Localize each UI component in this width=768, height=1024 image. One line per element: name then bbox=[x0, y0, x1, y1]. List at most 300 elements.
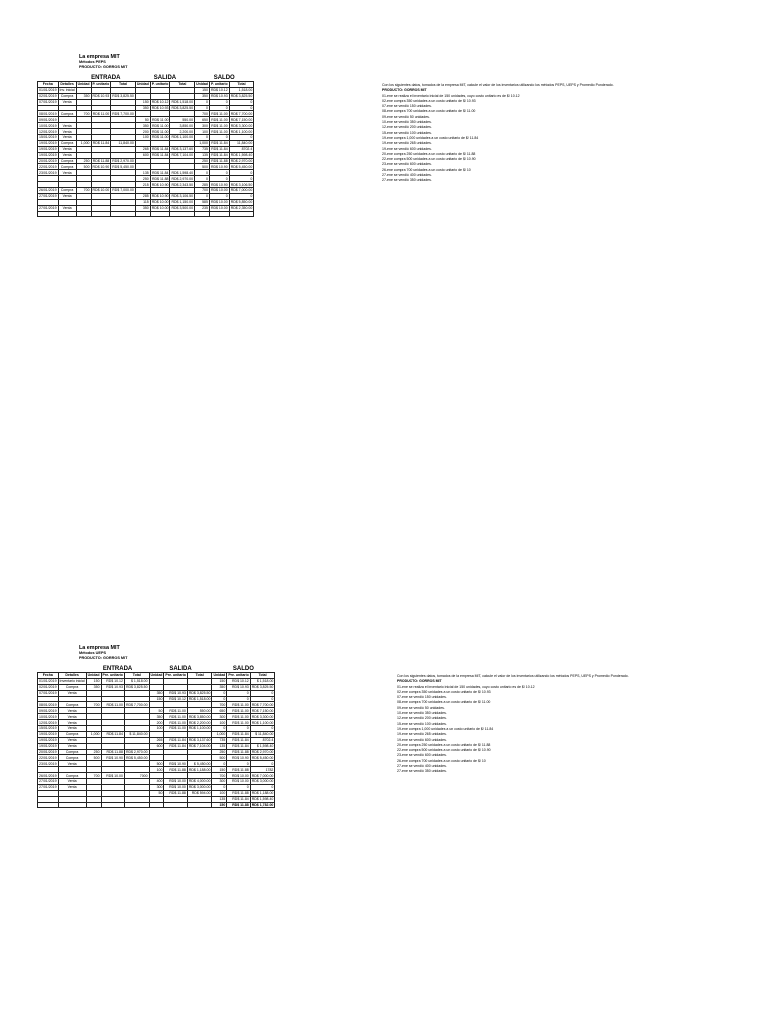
col-entrada-unidad-cell: 250 bbox=[86, 749, 101, 755]
note-line: 27-ene se vendió 350 unidades. bbox=[397, 769, 447, 774]
col-entrada-precio-cell: RD$ 11.88 bbox=[92, 159, 110, 164]
col-salida-total-cell: RD$ 1,188.00 bbox=[188, 767, 211, 772]
col-saldo-unidad-cell: 0 bbox=[195, 105, 210, 111]
col-detalles-cell: Compra bbox=[58, 749, 86, 755]
col-salida-unidad-cell: 50 bbox=[149, 708, 164, 714]
col-entrada-unidad-cell: 1,000 bbox=[76, 140, 91, 146]
col-salida-unidad-cell: 500 bbox=[149, 761, 164, 767]
col-salida-total-header: Total bbox=[187, 673, 212, 679]
col-detalles-cell: Venta bbox=[58, 714, 86, 720]
col-salida-precio-cell: RD$ 11.00 bbox=[164, 720, 187, 726]
totals-row bbox=[38, 802, 275, 808]
col-salida-total-cell: RD$ 7,104.00 bbox=[171, 153, 194, 158]
note-line: 20-ene compra 250 unidades a un costo unitario de $/ 11.88 bbox=[397, 742, 491, 747]
col-entrada-unidad-cell: 1,000 bbox=[86, 731, 101, 737]
col-salida-precio-cell: RD$ 11.84 bbox=[164, 743, 187, 749]
col-entrada-unidad-cell: 350 bbox=[86, 684, 101, 690]
col-saldo-unidad-cell: 1,000 bbox=[195, 140, 210, 146]
col-saldo-precio-cell: 0 bbox=[227, 726, 250, 732]
col-fecha-cell: 12/01/2019 bbox=[39, 720, 57, 725]
col-saldo-unidad-cell: 0 bbox=[195, 176, 210, 182]
col-salida-precio-cell: RD$ 11.84 bbox=[151, 170, 169, 175]
col-salida-total-cell bbox=[170, 211, 195, 217]
col-detalles-cell: Venta bbox=[58, 205, 76, 211]
col-fecha-cell: 19/01/2019 bbox=[39, 738, 57, 743]
col-salida-precio-cell: RD$ 10.90 bbox=[164, 761, 187, 767]
col-salida-total-cell: RD$ 3,500.00 bbox=[171, 206, 194, 211]
col-saldo-unidad-cell: 150 bbox=[212, 767, 227, 773]
col-salida-unidad-cell: 285 bbox=[135, 193, 150, 199]
col-detalles-cell: Venta bbox=[58, 779, 86, 785]
col-entrada-unidad-cell: 700 bbox=[76, 111, 91, 117]
col-saldo-total-cell: RD$ 2,970.00 bbox=[230, 159, 253, 164]
col-detalles-cell: Inventario inicial bbox=[59, 679, 85, 684]
col-saldo-total-cell: 0 bbox=[229, 105, 254, 111]
col-entrada-unidad-header: Unidad bbox=[77, 82, 90, 87]
col-fecha-cell: 12/01/2019 bbox=[39, 129, 57, 134]
col-saldo-precio-cell: RD$ 11.00 bbox=[227, 714, 250, 720]
col-detalles-cell: Venta bbox=[58, 146, 76, 152]
col-entrada-unidad-cell: 700 bbox=[86, 773, 101, 779]
col-saldo-unidad-cell: 0 bbox=[212, 696, 227, 702]
col-salida-precio-cell: RD$ 11.00 bbox=[164, 708, 187, 714]
col-salida-precio-cell: RD$ 11.00 bbox=[164, 714, 187, 720]
col-salida-unidad-cell: 100 bbox=[149, 726, 164, 732]
exercise-notes bbox=[397, 674, 629, 775]
col-saldo-precio-cell: RD$ 11.88 bbox=[227, 790, 250, 796]
col-saldo-precio-cell: RD$ 11.00 bbox=[211, 117, 228, 122]
col-saldo-unidad-cell: 0 bbox=[212, 690, 227, 696]
col-saldo-total-cell: RD$ 2,970.00 bbox=[251, 750, 274, 755]
col-detalles-header: Detalles bbox=[58, 82, 76, 88]
col-salida-total-header: Total bbox=[170, 82, 195, 88]
col-detalles-cell: Venta bbox=[58, 193, 76, 199]
col-saldo-total-cell: RD$ 1,598.40 bbox=[251, 797, 274, 802]
col-fecha-cell: 10/01/2019 bbox=[39, 123, 57, 128]
col-salida-unidad-cell: 50 bbox=[149, 790, 164, 796]
col-fecha-cell: 19/01/2019 bbox=[39, 732, 57, 737]
col-saldo-total-cell: RD$ 7,000.00 bbox=[251, 773, 274, 778]
col-detalles-cell: Venta bbox=[58, 170, 76, 176]
col-entrada-precio-cell: RD$ 11.00 bbox=[101, 702, 124, 708]
col-fecha-cell: 27/01/2019 bbox=[39, 206, 57, 211]
note-line: 12-ene se vendió 200 unidades. bbox=[382, 125, 432, 130]
col-saldo-precio-cell: RD$ 11.88 bbox=[227, 749, 250, 755]
col-saldo-unidad-cell: 350 bbox=[212, 684, 227, 690]
col-salida-total-cell: RD$ 1,518.00 bbox=[188, 697, 211, 701]
col-saldo-total-cell: 0 bbox=[229, 135, 254, 141]
inventory-table-wrapper bbox=[37, 665, 275, 808]
col-fecha-cell: 10/01/2019 bbox=[39, 714, 57, 719]
col-saldo-total-cell: $ 11,840.00 bbox=[250, 731, 275, 737]
col-entrada-total-cell: RD$ 7,000.00 bbox=[112, 188, 134, 193]
col-saldo-unidad-cell: 735 bbox=[195, 146, 210, 152]
col-entrada-precio-cell: RD$ 10.00 bbox=[101, 773, 124, 779]
col-detalles-cell: Compra bbox=[58, 140, 76, 146]
col-saldo-total-cell: RD$ 1,598.40 bbox=[230, 153, 253, 158]
col-entrada-total-cell: 11,840.00 bbox=[111, 140, 136, 146]
col-salida-total-cell: RD$ 3,137.60 bbox=[171, 147, 194, 152]
col-salida-total-cell: RD$ 1,100.00 bbox=[171, 135, 194, 140]
col-saldo-unidad-cell: 100 bbox=[195, 129, 210, 135]
col-saldo-unidad-cell: 0 bbox=[195, 170, 210, 176]
col-entrada-unidad-cell: 150 bbox=[86, 678, 101, 684]
col-entrada-unidad-cell: 700 bbox=[86, 702, 101, 708]
totals-row bbox=[38, 211, 254, 217]
salida-header: SALIDA bbox=[169, 665, 192, 672]
col-saldo-precio-cell: RD$ 10.00 bbox=[227, 773, 250, 779]
col-saldo-precio-cell: RD$ 11.88 bbox=[227, 767, 250, 773]
col-salida-unidad-header: Unidad bbox=[150, 673, 163, 678]
col-saldo-unidad-cell: 650 bbox=[212, 708, 227, 714]
col-salida-total-cell: $ 5,450.00 bbox=[187, 761, 212, 767]
col-saldo-total-cell: RD$ 2,350.00 bbox=[230, 206, 253, 211]
col-saldo-total-cell: 8702.4 bbox=[250, 737, 275, 743]
company-title: La empresa MIT bbox=[79, 54, 120, 60]
col-saldo-precio-cell: RD$ 10.90 bbox=[210, 164, 228, 169]
col-entrada-total-cell: RD$ 5,450.00 bbox=[125, 755, 148, 760]
col-saldo-precio-cell: RD$ 11.00 bbox=[211, 111, 228, 116]
col-saldo-total-cell: RD$ 1,100.00 bbox=[251, 720, 274, 725]
col-saldo-precio-cell: 0 bbox=[209, 193, 229, 199]
col-fecha-cell: 09/01/2019 bbox=[39, 117, 57, 122]
col-saldo-precio-cell: RD$ 10.12 bbox=[210, 88, 228, 93]
col-entrada-precio-cell: RD$ 11.00 bbox=[92, 111, 110, 116]
col-saldo-unidad-cell: 100 bbox=[212, 790, 227, 796]
saldo-header: SALDO bbox=[232, 665, 254, 672]
col-entrada-precio-cell: RD$ 10.00 bbox=[92, 188, 110, 193]
col-saldo-total-cell: $ 1,518.00 bbox=[250, 678, 275, 684]
col-detalles-header: Detalles bbox=[58, 673, 86, 679]
method-label: Métodos UEPS bbox=[79, 651, 107, 655]
col-saldo-precio-cell bbox=[209, 211, 229, 217]
col-detalles-cell: Compra bbox=[58, 684, 86, 690]
col-entrada-precio-cell: RD$ 11.84 bbox=[101, 731, 124, 737]
note-line: 02-ene compra 350 unidades a un costo unitario de $/ 10.93 bbox=[382, 98, 476, 103]
note-line: 19-ene se vendió 265 unidades. bbox=[382, 141, 432, 146]
col-salida-precio-cell bbox=[150, 211, 170, 217]
col-salida-total-cell: RD$ 3,825.50 bbox=[188, 691, 211, 696]
col-salida-unidad-cell: 300 bbox=[149, 784, 164, 790]
col-salida-unidad-cell: 350 bbox=[135, 123, 150, 129]
col-salida-precio-cell: RD$ 11.00 bbox=[151, 135, 169, 140]
col-saldo-precio-cell: 0 bbox=[209, 135, 229, 141]
col-saldo-total-cell: 0 bbox=[229, 176, 254, 182]
col-salida-total-cell: 3,850.00 bbox=[170, 123, 195, 129]
col-salida-total-cell: RD$ 2,970.00 bbox=[171, 176, 194, 181]
col-saldo-total-cell: 0 bbox=[229, 170, 254, 176]
note-line: 19-ene se vendió 600 unidades. bbox=[397, 737, 447, 742]
col-saldo-unidad-cell bbox=[195, 211, 210, 217]
col-saldo-unidad-cell: 0 bbox=[212, 726, 227, 732]
col-saldo-precio-cell: RD$ 10.00 bbox=[210, 200, 228, 205]
col-saldo-total-cell: RD$ 7,000.00 bbox=[230, 188, 253, 193]
col-detalles-cell: Venta bbox=[58, 708, 86, 714]
note-line: 20-ene compra 250 unidades a un costo unitario de $/ 11.88 bbox=[382, 151, 476, 156]
col-salida-total-cell: RD$ 3,000.00 bbox=[188, 785, 211, 790]
entrada-header: ENTRADA bbox=[102, 665, 133, 672]
col-salida-total-cell: RD$ 1,518.00 bbox=[171, 100, 194, 105]
col-saldo-unidad-cell: 285 bbox=[195, 182, 210, 188]
col-saldo-total-cell: 0 bbox=[250, 761, 275, 767]
note-line: 15-ene se vendió 100 unidades. bbox=[382, 130, 432, 135]
col-fecha-cell: 01/01/2019 bbox=[39, 679, 57, 684]
col-saldo-precio-cell: RD$ 11.84 bbox=[227, 731, 250, 737]
note-line: 26-ene compra 700 unidades a un costo unitario de $/ 10 bbox=[382, 167, 471, 172]
col-salida-total-cell: RD$ 3,850.00 bbox=[188, 714, 211, 719]
col-salida-unidad-cell: 215 bbox=[135, 182, 150, 188]
col-salida-precio-cell: RD$ 10.00 bbox=[164, 784, 187, 790]
col-salida-precio-cell: RD$ 10.00 bbox=[164, 779, 187, 785]
col-salida-precio-cell: RD$ 10.90 bbox=[151, 182, 169, 187]
col-entrada-unidad-cell bbox=[76, 211, 91, 217]
note-line: 01-ene se realiza el inventario inicial de 150 unidades, cuyo costo unitario es de $/ 10.12 bbox=[397, 684, 535, 689]
col-fecha-cell: 07/01/2019 bbox=[39, 100, 57, 105]
col-salida-unidad-cell: 400 bbox=[149, 779, 164, 785]
note-line: 01-ene se realiza el inventario inicial de 150 unidades, cuyo costo unitario es de $/ 10.12 bbox=[382, 93, 520, 98]
col-entrada-unidad-header: Unidad bbox=[87, 673, 100, 678]
col-saldo-total-cell: 0 bbox=[250, 690, 275, 696]
exercise-notes bbox=[382, 83, 614, 184]
col-salida-unidad-cell: 200 bbox=[135, 129, 150, 135]
col-entrada-total-cell: RD$ 5,450.00 bbox=[112, 164, 134, 169]
col-saldo-unidad-cell: 700 bbox=[195, 188, 210, 194]
col-entrada-precio-header: P. unitario bbox=[92, 82, 110, 87]
col-entrada-precio-cell: RD$ 10.90 bbox=[92, 164, 110, 169]
col-fecha-header: Fecha bbox=[38, 673, 59, 679]
table-body bbox=[38, 87, 254, 217]
notes-product: PRODUCTO: GORROS MIT bbox=[397, 679, 442, 684]
col-saldo-precio-cell: 0 bbox=[227, 696, 250, 702]
col-detalles-cell: Venta bbox=[58, 761, 86, 767]
col-entrada-total-cell: RD$ 3,825.50 bbox=[112, 94, 134, 99]
col-salida-total-cell: RD$ 4,000.00 bbox=[188, 779, 211, 784]
col-saldo-precio-header: P. unitario bbox=[210, 82, 228, 87]
col-saldo-unidad-header: Unidad bbox=[196, 82, 208, 87]
col-saldo-unidad-cell: 350 bbox=[195, 93, 210, 99]
col-salida-unidad-cell: 265 bbox=[149, 737, 164, 743]
col-saldo-total-cell: RD$ 7,150.00 bbox=[251, 708, 274, 713]
col-detalles-cell: Compra bbox=[58, 188, 76, 194]
col-detalles-cell: Venta bbox=[58, 690, 86, 696]
col-salida-unidad-cell: 350 bbox=[135, 205, 150, 211]
col-salida-total-cell: RD$ 1,598.40 bbox=[171, 170, 194, 175]
col-saldo-precio-cell: RD$ 10.90 bbox=[210, 182, 228, 187]
col-saldo-total-cell: RD$ 3,300.00 bbox=[251, 714, 274, 719]
col-saldo-precio-header: Pre. unitario bbox=[228, 673, 249, 678]
col-detalles-cell: Venta bbox=[58, 720, 86, 726]
col-saldo-unidad-cell: 300 bbox=[195, 123, 210, 129]
col-salida-precio-cell: RD$ 10.00 bbox=[151, 206, 169, 211]
col-fecha-cell: 19/01/2019 bbox=[39, 153, 57, 158]
col-fecha-cell: 09/01/2019 bbox=[39, 708, 57, 713]
col-fecha-cell: 26/01/2019 bbox=[39, 773, 57, 778]
col-entrada-precio-cell: RD$ 10.12 bbox=[101, 678, 124, 684]
col-saldo-precio-cell: RD$ 10.00 bbox=[210, 188, 228, 193]
col-salida-unidad-cell: 200 bbox=[149, 720, 164, 726]
col-saldo-unidad-cell: 500 bbox=[212, 755, 227, 761]
note-line: 27-ene se vendió 350 unidades. bbox=[382, 178, 432, 183]
col-saldo-total-cell: RD$ 5,450.00 bbox=[230, 164, 253, 169]
note-line: 12-ene se vendió 200 unidades. bbox=[397, 716, 447, 721]
col-salida-total-cell: 550.00 bbox=[170, 117, 195, 123]
col-salida-precio-cell: RD$ 11.88 bbox=[151, 176, 169, 181]
col-detalles-cell: Inv. inicial bbox=[59, 88, 75, 93]
col-fecha-cell: 27/01/2019 bbox=[39, 194, 57, 199]
col-saldo-total-cell: RD$ 1,100.00 bbox=[230, 129, 253, 134]
col-saldo-total-cell: RD$ 3,825.50 bbox=[251, 685, 274, 690]
col-salida-unidad-cell: 250 bbox=[135, 176, 150, 182]
col-entrada-total-cell: $ 11,840.00 bbox=[124, 731, 149, 737]
col-saldo-precio-cell: 0 bbox=[209, 105, 229, 111]
col-fecha-cell: 08/01/2019 bbox=[39, 702, 57, 707]
col-fecha-header: Fecha bbox=[38, 82, 59, 88]
col-saldo-total-cell: 0 bbox=[229, 99, 254, 105]
col-salida-precio-cell: RD$ 11.84 bbox=[151, 153, 169, 158]
note-line: 19-ene se vendió 600 unidades. bbox=[382, 146, 432, 151]
col-saldo-total-cell: 11,840.00 bbox=[229, 140, 254, 146]
col-saldo-total-cell: RD$ 3,106.50 bbox=[230, 182, 253, 187]
col-fecha-cell: 20/01/2019 bbox=[39, 159, 57, 164]
col-salida-total-cell: RD$ 2,200.00 bbox=[188, 720, 211, 725]
col-saldo-precio-cell: RD$ 11.84 bbox=[211, 153, 228, 158]
col-entrada-total-cell: RD$ 2,970.00 bbox=[125, 750, 148, 755]
entrada-header: ENTRADA bbox=[91, 74, 121, 81]
col-saldo-unidad-header: Unidad bbox=[213, 673, 226, 678]
notes-intro: Con los siguientes datos, tomados de la empresa MIT, calcule el valor de los inventarios utilizando los métodos PEPS, UEPS y Promedio Ponderado. bbox=[397, 674, 629, 678]
col-saldo-precio-cell: RD$ 11.00 bbox=[227, 720, 250, 726]
col-saldo-unidad-cell: 700 bbox=[195, 111, 210, 117]
note-line: 19-ene compra 1,000 unidades a un costo unitario de $/ 11.84 bbox=[382, 135, 479, 140]
col-salida-unidad-cell: 600 bbox=[135, 152, 150, 158]
col-entrada-unidad-cell: 700 bbox=[76, 188, 91, 194]
col-saldo-unidad-cell: 150 bbox=[212, 802, 227, 808]
col-saldo-precio-cell: RD$ 10.00 bbox=[210, 206, 228, 211]
col-entrada-precio-cell: RD$ 11.88 bbox=[101, 749, 124, 755]
col-saldo-total-cell: RD$ 5,450.00 bbox=[251, 755, 274, 760]
inventory-table bbox=[37, 74, 254, 217]
col-detalles-cell: Compra bbox=[58, 755, 86, 761]
note-line: 08-ene compra 700 unidades a un costo unitario de $/ 11.00 bbox=[397, 700, 491, 705]
note-line: 02-ene compra 350 unidades a un costo unitario de $/ 10.93 bbox=[397, 689, 491, 694]
note-line: 09-ene se vendió 50 unidades. bbox=[397, 705, 445, 710]
col-salida-total-cell bbox=[187, 802, 212, 808]
col-fecha-cell: 07/01/2019 bbox=[39, 691, 57, 696]
col-detalles-cell: Compra bbox=[58, 773, 86, 779]
col-entrada-total-header: Total bbox=[111, 82, 136, 88]
inventory-table bbox=[37, 665, 275, 808]
col-detalles-cell bbox=[58, 802, 86, 808]
peps-sheet bbox=[37, 54, 614, 211]
note-line: 22-ene compra 500 unidades a un costo unitario de $/ 10.90 bbox=[397, 748, 491, 753]
col-salida-unidad-cell: 100 bbox=[149, 767, 164, 773]
note-line: 23-ene se vendió 600 unidades. bbox=[382, 162, 432, 167]
note-line: 07-ene se vendió 150 unidades. bbox=[397, 695, 447, 700]
note-line: 15-ene se vendió 100 unidades. bbox=[397, 721, 447, 726]
col-salida-precio-cell: RD$ 10.12 bbox=[151, 100, 169, 105]
col-saldo-unidad-cell: 235 bbox=[195, 205, 210, 211]
note-line: 27-ene se vendió 400 unidades. bbox=[397, 764, 447, 769]
col-saldo-precio-cell: RD$ 11.84 bbox=[211, 141, 228, 146]
col-saldo-total-cell: RD$ 7,700.00 bbox=[251, 702, 274, 707]
col-saldo-precio-cell: RD$ 10.00 bbox=[227, 779, 250, 785]
col-saldo-unidad-cell: 150 bbox=[195, 87, 210, 93]
col-entrada-total-cell: RD$ 7,700.00 bbox=[125, 702, 148, 707]
col-salida-unidad-cell: 350 bbox=[149, 714, 164, 720]
col-detalles-cell: Compra bbox=[58, 164, 76, 170]
col-detalles-cell bbox=[58, 211, 76, 217]
col-salida-unidad-cell: 150 bbox=[135, 99, 150, 105]
col-saldo-total-cell: 1,518.00 bbox=[229, 87, 254, 93]
col-salida-precio-cell: RD$ 11.00 bbox=[164, 726, 187, 732]
col-saldo-total-cell: 1782 bbox=[250, 767, 275, 773]
col-entrada-total-cell: RD$ 2,970.00 bbox=[112, 159, 134, 164]
note-line: 10-ene se vendió 350 unidades. bbox=[397, 711, 447, 716]
col-fecha-cell: 27/01/2019 bbox=[39, 779, 57, 784]
col-saldo-precio-cell: 0 bbox=[227, 690, 250, 696]
col-entrada-unidad-cell: 350 bbox=[76, 93, 91, 99]
col-detalles-cell: Venta bbox=[58, 152, 76, 158]
col-salida-total-cell: 550.00 bbox=[187, 708, 212, 714]
col-salida-total-cell: 2,200.00 bbox=[170, 129, 195, 135]
note-line: 07-ene se vendió 150 unidades. bbox=[382, 104, 432, 109]
col-detalles-cell: Venta bbox=[58, 784, 86, 790]
col-detalles-cell: Venta bbox=[58, 726, 86, 732]
col-entrada-total-cell bbox=[124, 802, 149, 808]
col-saldo-total-cell: 0 bbox=[250, 726, 275, 732]
col-saldo-unidad-cell: 585 bbox=[195, 199, 210, 205]
col-detalles-cell: Venta bbox=[58, 743, 86, 749]
note-line: 27-ene se vendió 400 unidades. bbox=[382, 173, 432, 178]
col-detalles-cell: Venta bbox=[58, 123, 76, 129]
col-saldo-precio-cell: RD$ 11.84 bbox=[227, 796, 250, 802]
col-salida-total-cell: RD$ 3,825.50 bbox=[171, 106, 194, 110]
col-saldo-total-cell: RD$ 7,700.00 bbox=[230, 111, 253, 116]
col-salida-precio-cell: RD$ 11.00 bbox=[151, 129, 169, 134]
col-entrada-precio-header: Pre. unitario bbox=[102, 673, 123, 678]
note-line: 26-ene compra 700 unidades a un costo unitario de $/ 10 bbox=[397, 758, 486, 763]
col-entrada-precio-cell: RD$ 11.84 bbox=[92, 141, 110, 146]
col-saldo-precio-cell: RD$ 11.00 bbox=[227, 702, 250, 708]
col-entrada-precio-cell: RD$ 10.90 bbox=[101, 755, 124, 761]
col-salida-precio-cell: RD$ 10.90 bbox=[151, 194, 169, 199]
col-entrada-unidad-cell bbox=[86, 802, 101, 808]
col-salida-unidad-cell: 100 bbox=[135, 135, 150, 141]
col-fecha-cell: 02/01/2019 bbox=[39, 94, 57, 99]
col-detalles-cell: Venta bbox=[58, 129, 76, 135]
col-saldo-unidad-cell: 0 bbox=[195, 193, 210, 199]
col-saldo-unidad-cell: 250 bbox=[195, 158, 210, 164]
col-saldo-total-header: Total bbox=[250, 673, 275, 679]
col-saldo-precio-cell: 0 bbox=[209, 176, 229, 182]
col-salida-precio-cell: RD$ 10.12 bbox=[164, 696, 187, 702]
note-line: 08-ene compra 700 unidades a un costo unitario de $/ 11.00 bbox=[382, 109, 476, 114]
col-saldo-total-cell: RD$ 3,000.00 bbox=[251, 779, 274, 784]
col-saldo-precio-cell: RD$ 11.00 bbox=[211, 129, 228, 134]
col-salida-unidad-cell: 350 bbox=[135, 105, 150, 111]
col-salida-precio-cell: RD$ 11.88 bbox=[164, 790, 187, 796]
col-salida-total-cell: RD$ 7,104.00 bbox=[188, 744, 211, 749]
col-saldo-unidad-cell: 0 bbox=[212, 761, 227, 767]
col-entrada-total-cell bbox=[111, 211, 136, 217]
col-saldo-precio-cell: RD$ 10.93 bbox=[227, 684, 250, 690]
col-entrada-total-cell: RD$ 3,825.50 bbox=[125, 685, 148, 690]
notes-intro: Con los siguientes datos, tomados de la empresa MIT, calcule el valor de los inventarios utilizando los métodos PEPS, UEPS y Promedio Ponderado. bbox=[382, 83, 614, 87]
col-salida-unidad-cell: 600 bbox=[149, 743, 164, 749]
note-line: 10-ene se vendió 350 unidades. bbox=[382, 120, 432, 125]
col-saldo-total-cell: 0 bbox=[250, 784, 275, 790]
col-saldo-precio-cell: RD$ 11.00 bbox=[211, 123, 228, 128]
